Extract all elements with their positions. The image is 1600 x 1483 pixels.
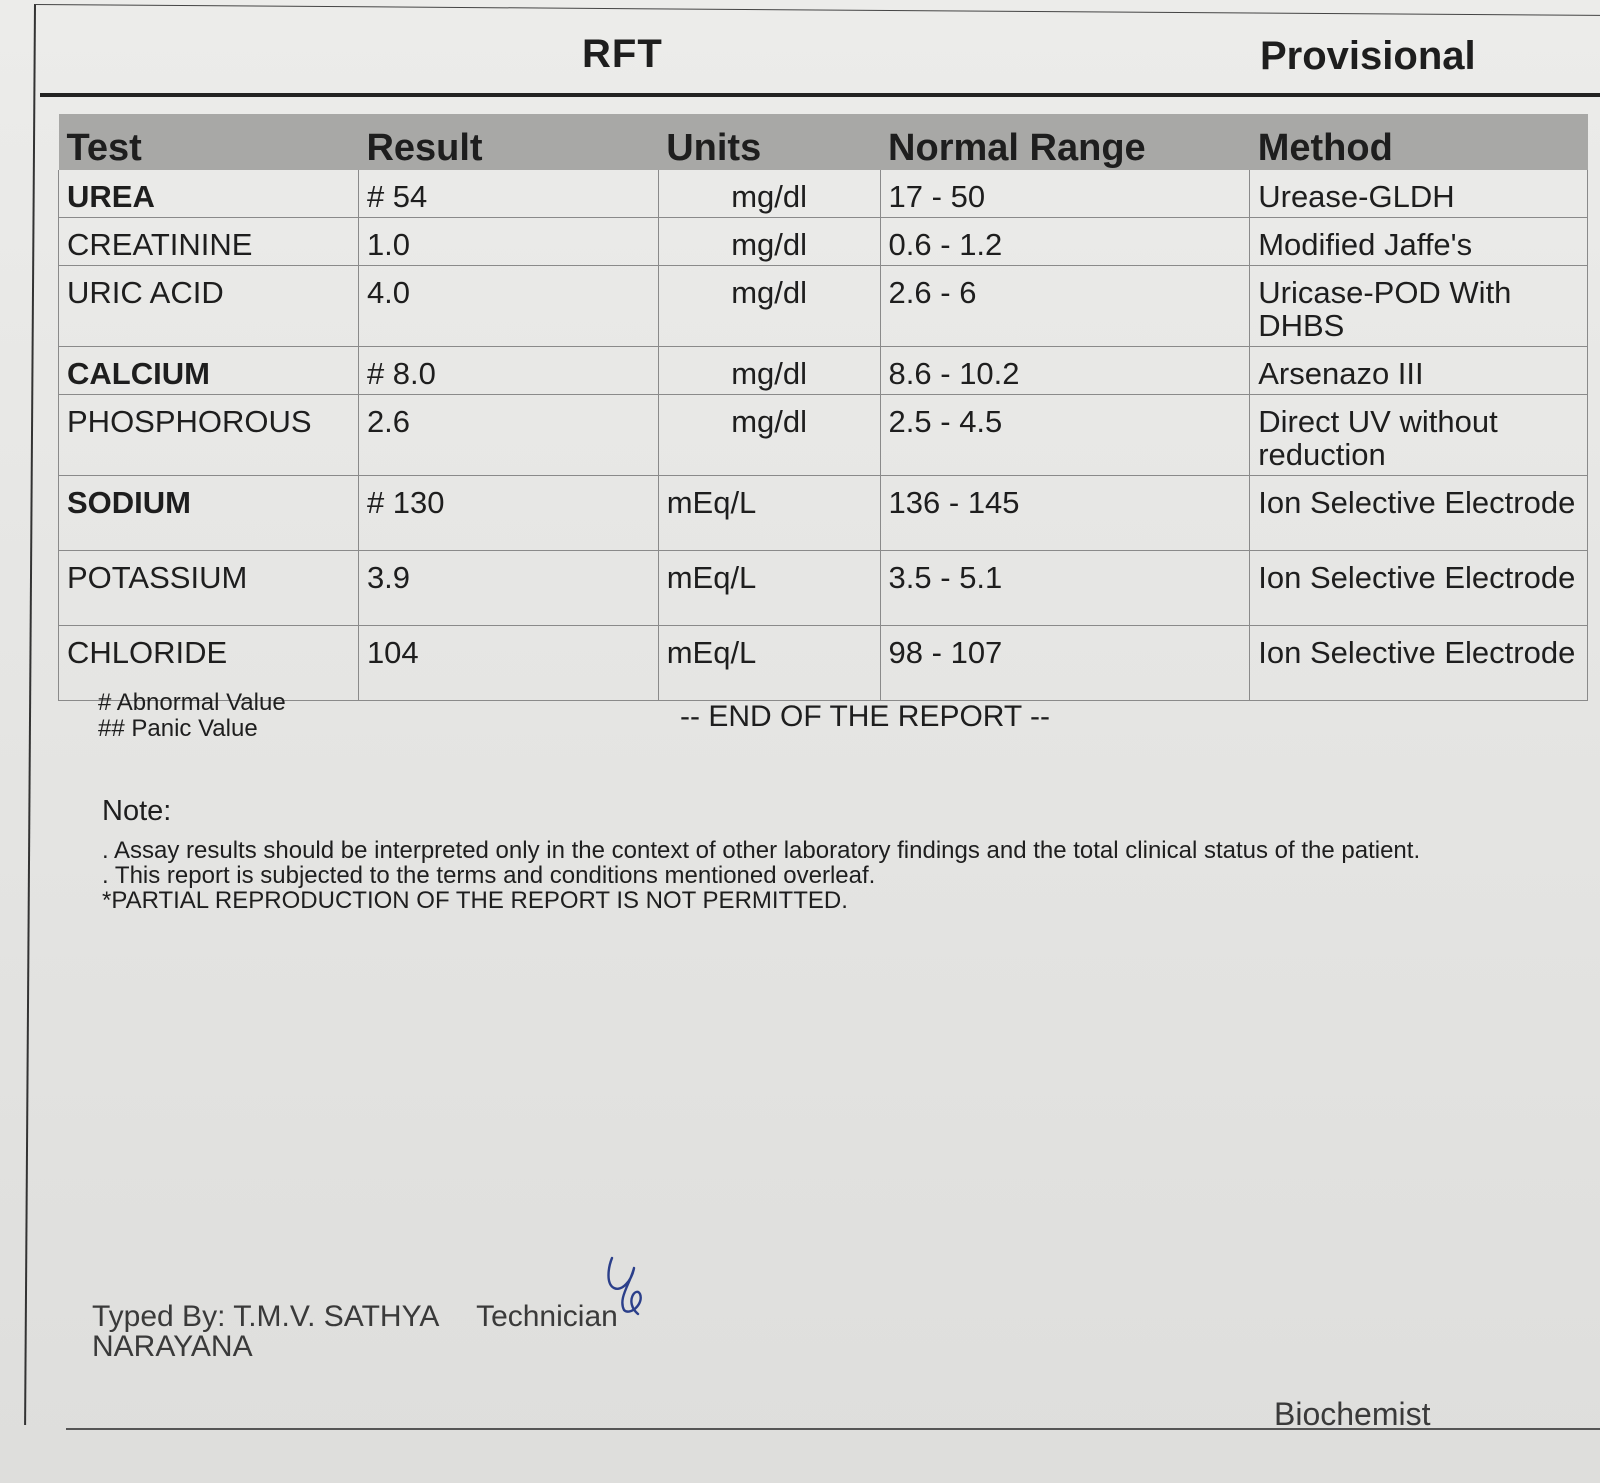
test-name: PHOSPHOROUS [59, 395, 359, 476]
test-result: 104 [358, 626, 658, 701]
header-normal-range: Normal Range [880, 114, 1250, 170]
test-result: # 130 [358, 476, 658, 551]
legend-panic: ## Panic Value [98, 715, 258, 742]
title-divider [40, 93, 1600, 97]
test-result: 4.0 [358, 266, 658, 347]
note-body [102, 838, 1420, 913]
test-range: 0.6 - 1.2 [880, 218, 1250, 266]
test-method: Modified Jaffe's [1250, 218, 1588, 266]
table-row [59, 395, 1588, 476]
test-method: Ion Selective Electrode [1250, 551, 1588, 626]
signatory-label: Biochemist [1274, 1396, 1431, 1432]
test-result: 3.9 [358, 551, 658, 626]
test-method: Uricase-POD With DHBS [1250, 266, 1588, 347]
header-method: Method [1250, 114, 1588, 170]
table-row [59, 266, 1588, 347]
test-method: Arsenazo III [1250, 347, 1588, 395]
test-units: mg/dl [658, 395, 880, 476]
test-range: 136 - 145 [880, 476, 1250, 551]
table-header-row [59, 114, 1588, 170]
header-result: Result [358, 114, 658, 170]
header-units: Units [658, 114, 880, 170]
test-range: 2.6 - 6 [880, 266, 1250, 347]
value-legend [98, 690, 286, 742]
test-result: # 54 [358, 170, 658, 218]
test-result: 2.6 [358, 395, 658, 476]
test-units: mg/dl [658, 347, 880, 395]
test-range: 17 - 50 [880, 170, 1250, 218]
test-result: 1.0 [358, 218, 658, 266]
typed-by-block [92, 1302, 618, 1362]
test-name: CHLORIDE [59, 626, 359, 701]
test-name: CREATININE [59, 218, 359, 266]
typed-by-role: Technician [476, 1300, 618, 1333]
test-method: Ion Selective Electrode [1250, 476, 1588, 551]
test-units: mEq/L [658, 551, 880, 626]
test-units: mg/dl [658, 266, 880, 347]
header-test: Test [59, 114, 359, 170]
test-name: URIC ACID [59, 266, 359, 347]
legend-abnormal: # Abnormal Value [98, 689, 286, 716]
note-line: . This report is subjected to the terms and conditions mentioned overleaf. [102, 862, 876, 889]
table-row [59, 476, 1588, 551]
test-method: Direct UV without reduction [1250, 395, 1588, 476]
test-units: mg/dl [658, 218, 880, 266]
test-range: 3.5 - 5.1 [880, 551, 1250, 626]
test-range: 98 - 107 [880, 626, 1250, 701]
test-result: # 8.0 [358, 347, 658, 395]
table-row [59, 170, 1588, 218]
test-units: mEq/L [658, 626, 880, 701]
test-range: 8.6 - 10.2 [880, 347, 1250, 395]
typed-by-name: T.M.V. SATHYA [233, 1300, 438, 1333]
report-title: RFT [582, 32, 663, 76]
table-row [59, 626, 1588, 701]
table-row [59, 218, 1588, 266]
test-method: Ion Selective Electrode [1250, 626, 1588, 701]
test-range: 2.5 - 4.5 [880, 395, 1250, 476]
typed-by-label: Typed By: [92, 1300, 226, 1333]
test-units: mEq/L [658, 476, 880, 551]
results-table [58, 114, 1588, 701]
test-name: CALCIUM [59, 347, 359, 395]
test-name: UREA [59, 170, 359, 218]
table-row [59, 551, 1588, 626]
note-heading: Note: [102, 795, 172, 827]
signature-mark [604, 1254, 654, 1318]
test-method: Urease-GLDH [1250, 170, 1588, 218]
end-of-report: -- END OF THE REPORT -- [680, 700, 1051, 733]
report-status: Provisional [1260, 34, 1476, 78]
test-name: SODIUM [59, 476, 359, 551]
typed-by-name-continued: NARAYANA [92, 1330, 253, 1363]
note-line: . Assay results should be interpreted only in the context of other laboratory findings and the total clinical status of the patient. [102, 837, 1421, 864]
table-row [59, 347, 1588, 395]
test-name: POTASSIUM [59, 551, 359, 626]
test-units: mg/dl [658, 170, 880, 218]
note-line: *PARTIAL REPRODUCTION OF THE REPORT IS NOT PERMITTED. [102, 887, 848, 914]
